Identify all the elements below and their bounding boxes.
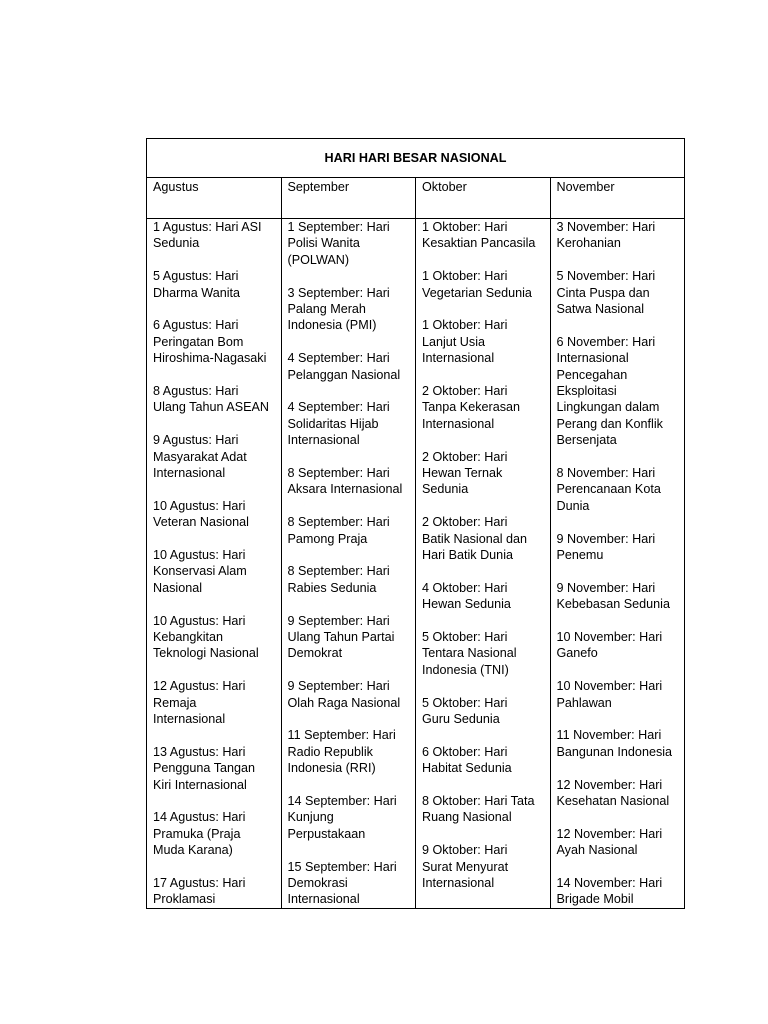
holiday-entry-line: 2 Oktober: Hari [422,449,508,464]
holiday-entry-line: 17 Agustus: Hari [153,876,246,891]
holiday-entry-line: 10 November: Hari [556,679,663,694]
column-november [550,219,685,909]
holiday-entry [153,744,275,793]
holiday-entry-line: Internasional [422,876,495,891]
holiday-entry-line: Hewan Ternak [422,466,503,481]
holiday-entry-line: 9 September: Hari [287,679,390,694]
holiday-entry-line: Nasional [153,580,203,595]
holiday-entry-line: Veteran Nasional [153,515,249,530]
holiday-entry-line: Peringatan Bom [153,334,244,349]
holiday-entry-line: Pelanggan Nasional [287,367,401,382]
holiday-entry-line: 4 Oktober: Hari [422,580,508,595]
holiday-entry-line: 12 Agustus: Hari [153,679,246,694]
holiday-entry-line: 1 Oktober: Hari [422,269,508,284]
holiday-entry [288,859,410,908]
holiday-entry-line: 2 Oktober: Hari [422,515,508,530]
holiday-entry [422,268,544,301]
holiday-entry-line: Internasional [422,416,495,431]
holiday-entry-line: Hari Batik Dunia [422,548,513,563]
holiday-entry [153,547,275,596]
holiday-entry [288,727,410,776]
holiday-table [146,138,685,909]
month-header-label: Agustus [153,180,199,194]
holiday-entry-line: Kesehatan Nasional [556,794,670,809]
holiday-entry [557,727,679,760]
holiday-entry [153,613,275,662]
holiday-entry-line: 8 Agustus: Hari [153,384,239,399]
entries-row [147,219,685,909]
holiday-entry-line: Surat Menyurat [422,859,509,874]
holiday-entry [288,793,410,842]
holiday-entry [153,432,275,481]
holiday-entry-line: Hewan Sedunia [422,597,511,612]
holiday-entry-line: Teknologi Nasional [153,646,259,661]
holiday-entry-line: Internasional [287,892,360,907]
holiday-entry-line: (POLWAN) [287,252,350,267]
holiday-entry-line: Perang dan Konflik [556,416,663,431]
holiday-entry-line: 5 Oktober: Hari [422,630,508,645]
holiday-entry-line: Kerohanian [556,236,621,251]
holiday-entry-line: Masyarakat Adat [153,449,247,464]
holiday-entry-line: 5 November: Hari [556,269,656,284]
holiday-entry [557,531,679,564]
holiday-entry-line: 14 November: Hari [556,876,663,891]
holiday-entry-line: Indonesia (RRI) [287,761,376,776]
holiday-entry-line: 5 Oktober: Hari [422,695,508,710]
holiday-entry [288,285,410,334]
holiday-entry-line: 9 Agustus: Hari [153,433,239,448]
holiday-entry-line: 8 September: Hari [287,515,390,530]
holiday-entry-line: Polisi Wanita [287,236,360,251]
holiday-entry-line: Sedunia [153,236,200,251]
holiday-entry [153,383,275,416]
holiday-entry-line: Brigade Mobil [556,892,634,907]
holiday-entry [557,826,679,859]
holiday-entry-line: 4 September: Hari [287,400,390,415]
holiday-entry [422,744,544,777]
holiday-entry-line: Dunia [556,498,590,513]
column-september [281,219,416,909]
holiday-entry-line: Internasional [422,351,495,366]
holiday-entry-line: Konservasi Alam [153,564,247,579]
holiday-entry-line: Dharma Wanita [153,285,241,300]
holiday-entry-line: 9 November: Hari [556,580,656,595]
holiday-entry [153,219,275,252]
holiday-entry [153,875,275,908]
holiday-entry [557,580,679,613]
holiday-entry-line: Ulang Tahun ASEAN [153,400,269,415]
holiday-entry-line: Batik Nasional dan [422,531,528,546]
holiday-entry-line: Habitat Sedunia [422,761,512,776]
holiday-entry-line: Ulang Tahun Partai [287,630,395,645]
holiday-entry-line: Pahlawan [556,695,612,710]
holiday-entry-line: 3 November: Hari [556,220,656,234]
holiday-entry-line: Radio Republik [287,744,373,759]
holiday-entry-line: Proklamasi [153,892,216,907]
column-agustus [147,219,282,909]
holiday-entry-line: Hiroshima-Nagasaki [153,351,267,366]
month-header-label: November [556,180,615,194]
holiday-entry-line: Internasional [287,433,360,448]
holiday-entry-line: Penemu [556,548,604,563]
holiday-entry [153,809,275,858]
holiday-entry [153,317,275,366]
holiday-entry [288,219,410,268]
holiday-entry-line: 1 Oktober: Hari [422,318,508,333]
holiday-entry-line: Indonesia (TNI) [422,662,509,677]
holiday-entry-line: 15 September: Hari [287,859,397,874]
holiday-entry-line: Bangunan Indonesia [556,744,673,759]
entry-list [422,219,544,891]
holiday-entry-line: 12 November: Hari [556,826,663,841]
holiday-entry-line: 1 Agustus: Hari ASI [153,220,262,234]
holiday-entry-line: Olah Raga Nasional [287,695,401,710]
holiday-entry [422,514,544,563]
holiday-entry [557,465,679,514]
month-header-november [550,178,685,219]
month-header-agustus [147,178,282,219]
holiday-entry-line: Tanpa Kekerasan [422,400,521,415]
holiday-entry-line: Palang Merah [287,302,366,317]
holiday-entry-line: Internasional [153,466,226,481]
holiday-entry [153,678,275,727]
holiday-entry [557,268,679,317]
holiday-entry-line: 6 Agustus: Hari [153,318,239,333]
holiday-entry-line: 14 Agustus: Hari [153,810,246,825]
holiday-entry-line: 10 Agustus: Hari [153,498,246,513]
title-row [147,139,685,178]
holiday-entry-line: 14 September: Hari [287,794,397,809]
holiday-entry-line: Ruang Nasional [422,810,512,825]
holiday-entry-line: Kebebasan Sedunia [556,597,670,612]
column-oktober [416,219,551,909]
table-title: HARI HARI BESAR NASIONAL [147,139,685,178]
holiday-entry-line: Cinta Puspa dan [556,285,650,300]
holiday-entry [557,678,679,711]
holiday-entry [422,695,544,728]
holiday-entry [288,678,410,711]
holiday-entry-line: 5 Agustus: Hari [153,269,239,284]
holiday-entry-line: Muda Karana) [153,843,233,858]
holiday-entry-line: Aksara Internasional [287,482,403,497]
holiday-entry-line: Vegetarian Sedunia [422,285,532,300]
holiday-entry-line: Bersenjata [556,433,617,448]
holiday-entry [288,350,410,383]
holiday-entry-line: Guru Sedunia [422,712,500,727]
holiday-entry-line: Tentara Nasional [422,646,517,661]
holiday-entry-line: Demokrat [287,646,343,661]
holiday-entry [422,219,544,252]
entry-list [288,219,410,908]
holiday-entry [557,629,679,662]
holiday-entry-line: 10 Agustus: Hari [153,548,246,563]
holiday-entry-line: 1 September: Hari [287,220,390,234]
holiday-entry [422,317,544,366]
holiday-entry-line: 8 November: Hari [556,466,656,481]
holiday-entry [422,793,544,826]
holiday-entry [557,334,679,449]
holiday-entry-line: Satwa Nasional [556,302,645,317]
holiday-entry [557,777,679,810]
holiday-entry-line: Kunjung [287,810,334,825]
holiday-entry-line: Perencanaan Kota [556,482,661,497]
holiday-entry-line: 13 Agustus: Hari [153,744,246,759]
holiday-entry-line: Rabies Sedunia [287,580,377,595]
holiday-entry-line: 6 Oktober: Hari [422,744,508,759]
holiday-entry-line: Perpustakaan [287,826,366,841]
holiday-entry-line: Lingkungan dalam [556,400,660,415]
holiday-entry-line: Kesaktian Pancasila [422,236,536,251]
holiday-entry-line: 9 Oktober: Hari [422,843,508,858]
holiday-entry-line: Indonesia (PMI) [287,318,377,333]
holiday-entry-line: 10 November: Hari [556,630,663,645]
holiday-entry [422,383,544,432]
holiday-entry-line: Sedunia [422,482,469,497]
month-header-label: September [287,180,350,194]
holiday-entry-line: 10 Agustus: Hari [153,613,246,628]
holiday-entry-line: 8 September: Hari [287,466,390,481]
holiday-entry [422,842,544,891]
holiday-entry [153,498,275,531]
holiday-entry-line: 9 November: Hari [556,531,656,546]
header-row [147,178,685,219]
holiday-entry-line: Pencegahan [556,367,628,382]
holiday-entry-line: 8 Oktober: Hari Tata [422,794,535,809]
holiday-entry-line: Pramuka (Praja [153,826,241,841]
holiday-entry-line: 6 November: Hari [556,334,656,349]
holiday-entry-line: Lanjut Usia [422,334,486,349]
holiday-entry-line: Ayah Nasional [556,843,638,858]
holiday-entry-line: Solidaritas Hijab [287,416,379,431]
holiday-entry-line: Kebangkitan [153,630,224,645]
entry-list [557,219,679,908]
holiday-entry [557,875,679,908]
holiday-entry-line: Remaja [153,695,197,710]
holiday-entry-line: 9 September: Hari [287,613,390,628]
holiday-entry [422,629,544,678]
holiday-entry [288,465,410,498]
holiday-entry [153,268,275,301]
holiday-entry-line: Internasional [153,712,226,727]
holiday-entry-line: Pamong Praja [287,531,368,546]
holiday-entry-line: Demokrasi [287,876,348,891]
holiday-entry [288,563,410,596]
holiday-entry [288,514,410,547]
holiday-entry-line: 1 Oktober: Hari [422,220,508,234]
holiday-entry-line: 11 September: Hari [287,728,396,743]
holiday-entry-line: 11 November: Hari [556,728,662,743]
holiday-entry-line: 2 Oktober: Hari [422,384,508,399]
holiday-entry-line: 3 September: Hari [287,285,390,300]
holiday-entry-line: 8 September: Hari [287,564,390,579]
month-header-label: Oktober [422,180,467,194]
holiday-entry-line: 4 September: Hari [287,351,390,366]
holiday-entry-line: Pengguna Tangan [153,761,256,776]
holiday-entry [557,219,679,252]
holiday-entry [422,580,544,613]
holiday-entry [288,613,410,662]
holiday-entry-line: Ganefo [556,646,598,661]
month-header-september [281,178,416,219]
month-header-oktober [416,178,551,219]
holiday-entry-line: 12 November: Hari [556,777,663,792]
holiday-entry-line: Internasional [556,351,629,366]
entry-list [153,219,275,908]
holiday-entry [288,399,410,448]
holiday-entry-line: Kiri Internasional [153,777,247,792]
holiday-entry [422,449,544,498]
holiday-entry-line: Eksploitasi [556,384,617,399]
